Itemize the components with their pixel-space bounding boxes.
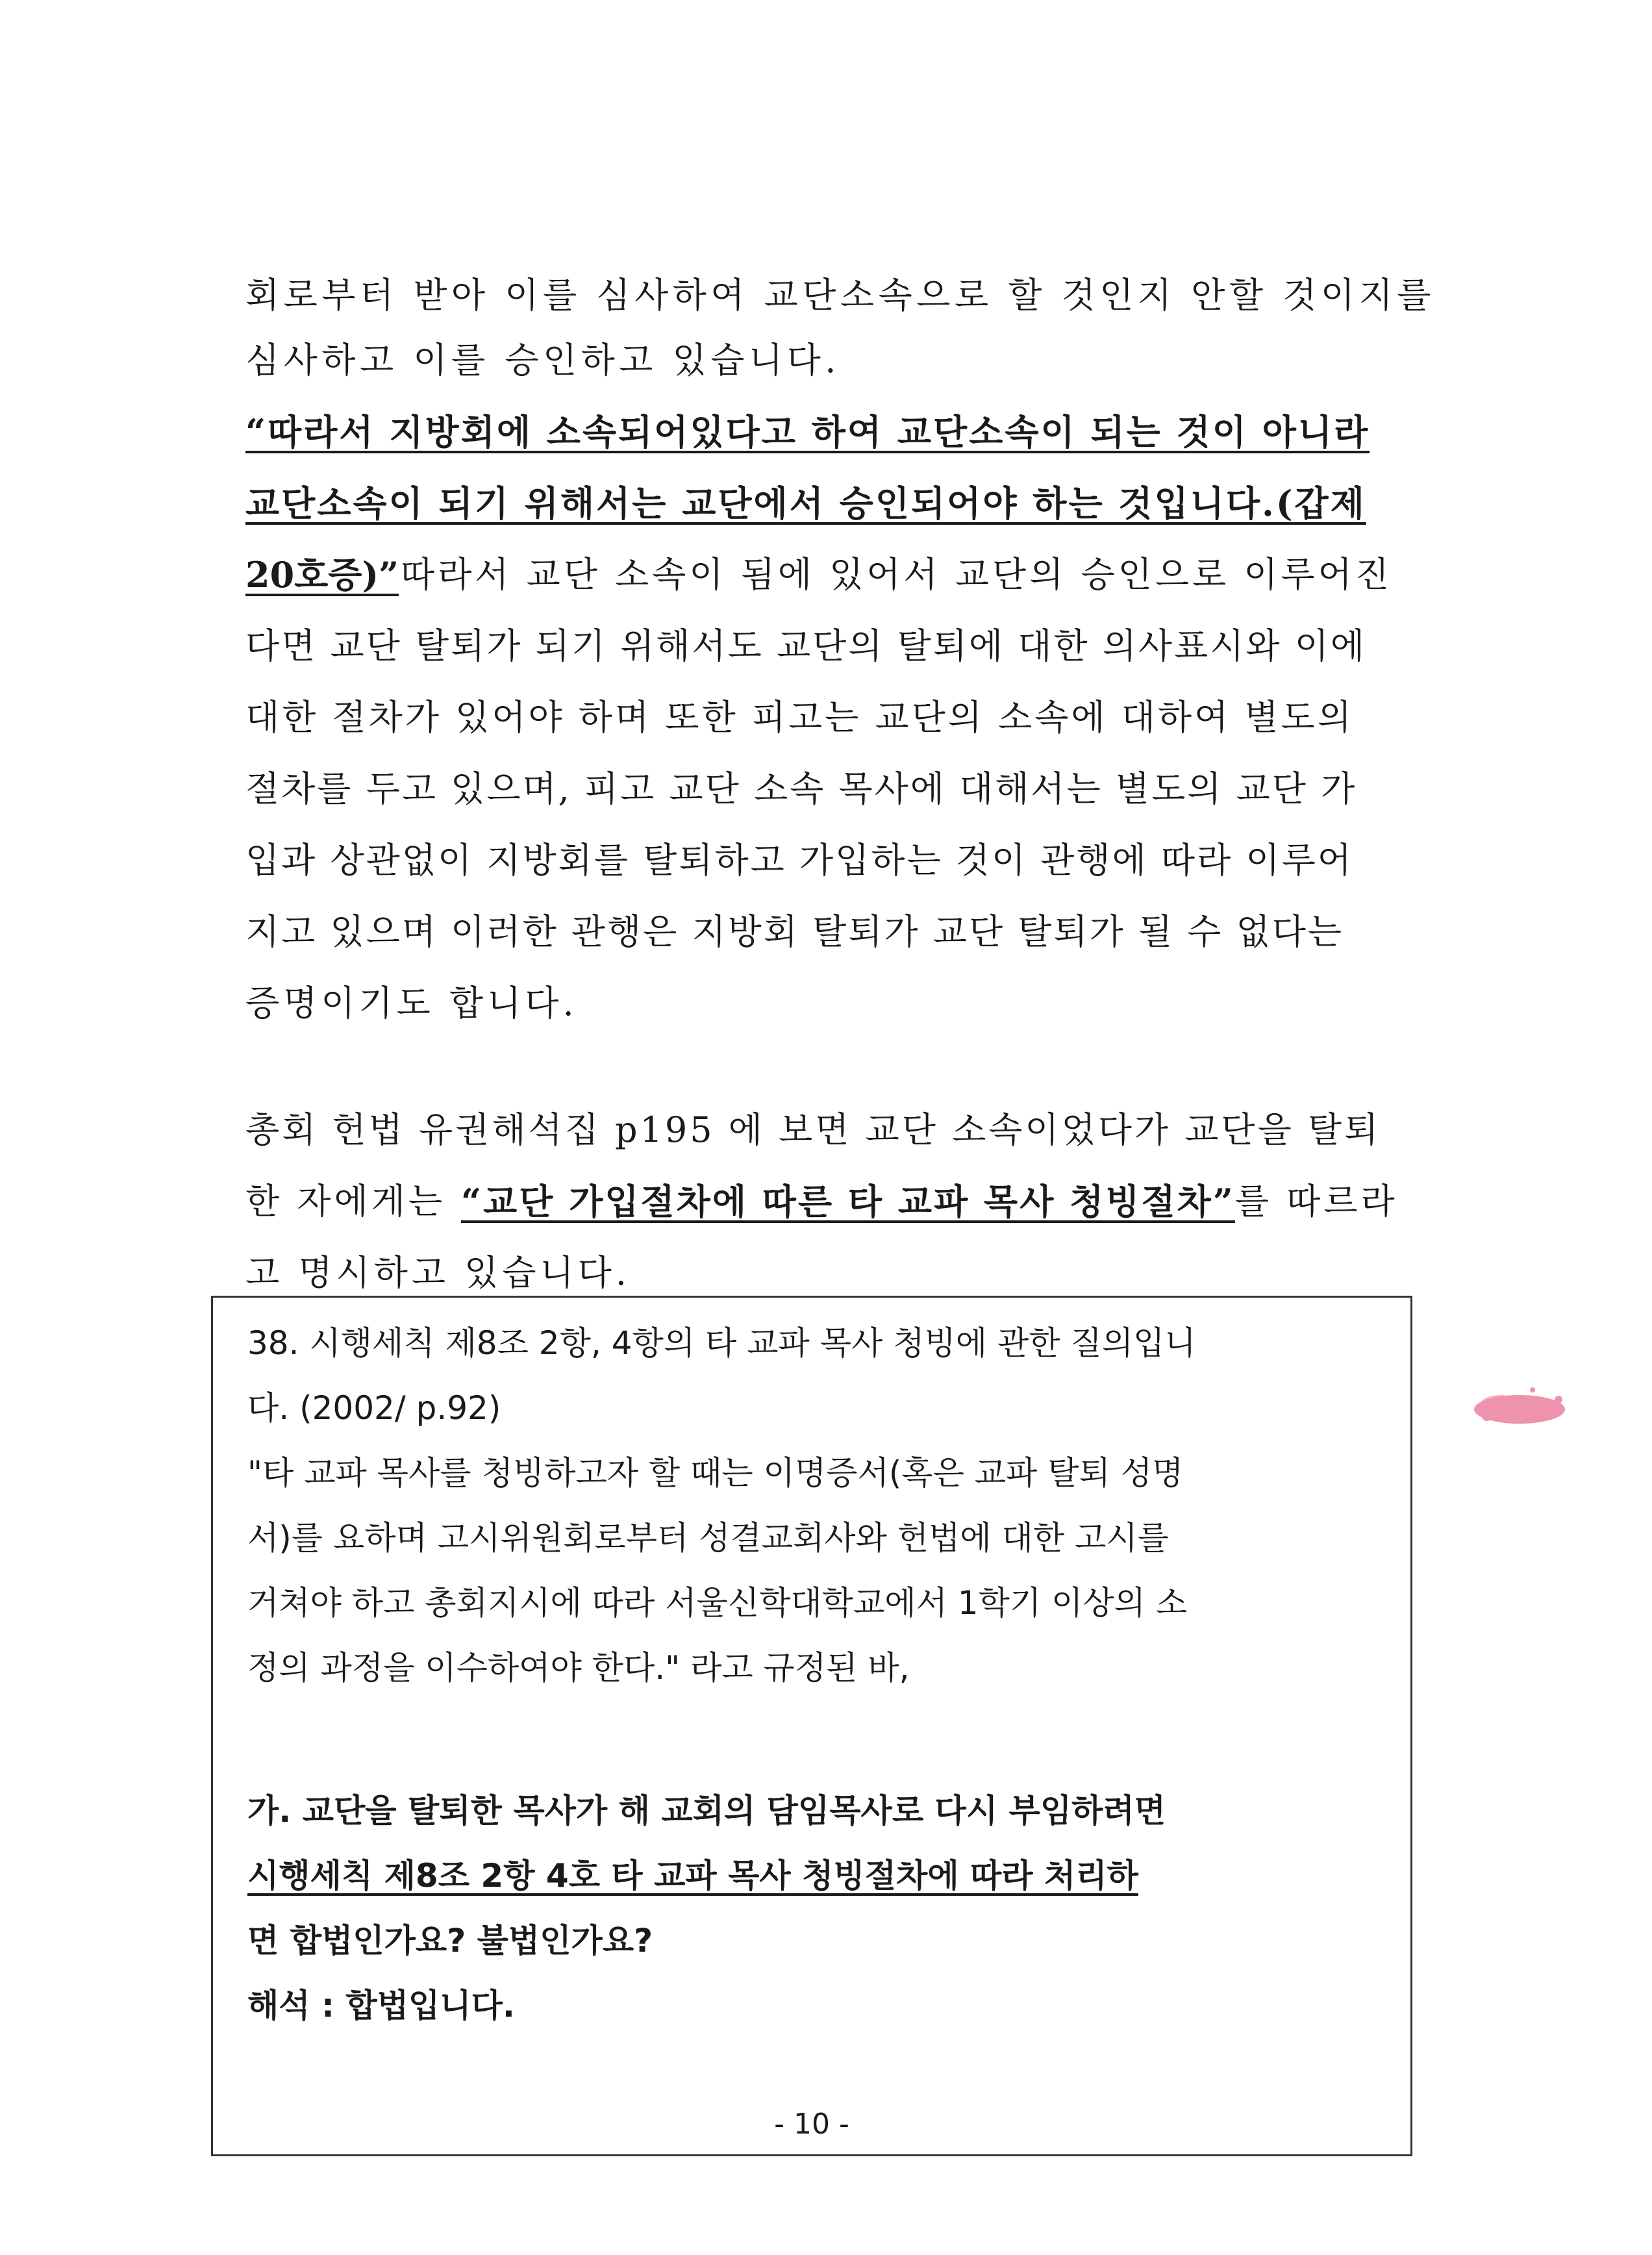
text-span: 절차를 두고 있으며, 피고 교단 소속 목사에 대해서는 별도의 교단 가	[245, 768, 1357, 809]
text-span: 한 자에게는	[245, 1181, 445, 1222]
text-line	[245, 1098, 1392, 1163]
box-line: 해석 : 합법입니다.	[247, 1987, 515, 2024]
text-span: 다면 교단 탈퇴가 되기 위해서도 교단의 탈퇴에 대한 의사표시와 이에	[245, 625, 1367, 666]
box-line: 서)를 요하며 고시위원회로부터 성결교회사와 헌법에 대한 고시를	[247, 1519, 1169, 1557]
box-line: 38. 시행세칙 제8조 2항, 4항의 타 교파 목사 청빙에 관한 질의입니	[247, 1324, 1196, 1362]
text-span: 를 따르라	[1234, 1181, 1398, 1222]
text-line	[245, 685, 1392, 750]
text-line	[245, 263, 1435, 328]
box-line: 면 합법인가요? 불법인가요?	[247, 1922, 653, 1959]
text-line	[245, 971, 1392, 1036]
box-line: 정의 과정을 이수하여야 한다." 라고 규정된 바,	[247, 1649, 910, 1687]
text-span: 대한 절차가 있어야 하며 또한 피고는 교단의 소속에 대하여 별도의	[245, 697, 1354, 738]
quoted-emphasis: “따라서 지방회에 소속되어있다고 하여 교단소속이 되는 것이 아니라	[245, 411, 1370, 453]
text-line	[245, 471, 1392, 536]
box-line: 시행세칙 제8조 2항 4호 타 교파 목사 청빙절차에 따라 처리하	[247, 1857, 1138, 1895]
text-line	[245, 1169, 1398, 1234]
text-span: 따라서 교단 소속이 됨에 있어서 교단의 승인으로 이루어진	[400, 554, 1392, 595]
box-line: 가. 교단을 탈퇴한 목사가 해 교회의 담임목사로 다시 부임하려면	[247, 1792, 1166, 1830]
quoted-interpretation-box	[211, 1296, 1412, 2156]
text-span: 심사하고 이를 승인하고 있습니다.	[245, 340, 840, 381]
text-line	[245, 757, 1392, 822]
page-number: - 10 -	[774, 2108, 849, 2141]
quoted-emphasis: “교단 가입절차에 따른 타 교파 목사 청빙절차”	[461, 1181, 1235, 1222]
text-span: 회로부터 받아 이를 심사하여 교단소속으로 할 것인지 안할 것이지를	[245, 275, 1435, 316]
text-line	[245, 614, 1392, 679]
box-line: "타 교파 목사를 청빙하고자 할 때는 이명증서(혹은 교파 탈퇴 성명	[247, 1454, 1184, 1492]
text-span: 총회 헌법 유권해석집 p195 에 보면 교단 소속이었다가 교단을 탈퇴	[245, 1109, 1381, 1150]
text-line	[245, 828, 1392, 893]
text-span: 증명이기도 합니다.	[245, 983, 578, 1024]
text-span: 입과 상관없이 지방회를 탈퇴하고 가입하는 것이 관행에 따라 이루어	[245, 840, 1353, 881]
text-line	[245, 399, 1392, 464]
box-line: 거쳐야 하고 총회지시에 따라 서울신학대학교에서 1학기 이상의 소	[247, 1584, 1188, 1622]
text-line	[245, 328, 1392, 393]
text-span: 고 명시하고 있습니다.	[245, 1252, 631, 1293]
box-line: 다. (2002/ p.92)	[247, 1389, 501, 1427]
quoted-emphasis: 20호증)”	[245, 554, 399, 596]
text-span: 지고 있으며 이러한 관행은 지방회 탈퇴가 교단 탈퇴가 될 수 없다는	[245, 911, 1344, 952]
text-line	[245, 900, 1392, 964]
quoted-emphasis: 교단소속이 되기 위해서는 교단에서 승인되어야 하는 것입니다.(갑제	[245, 483, 1366, 524]
red-stamp-mark	[1448, 1370, 1591, 1442]
text-line	[245, 542, 1392, 607]
